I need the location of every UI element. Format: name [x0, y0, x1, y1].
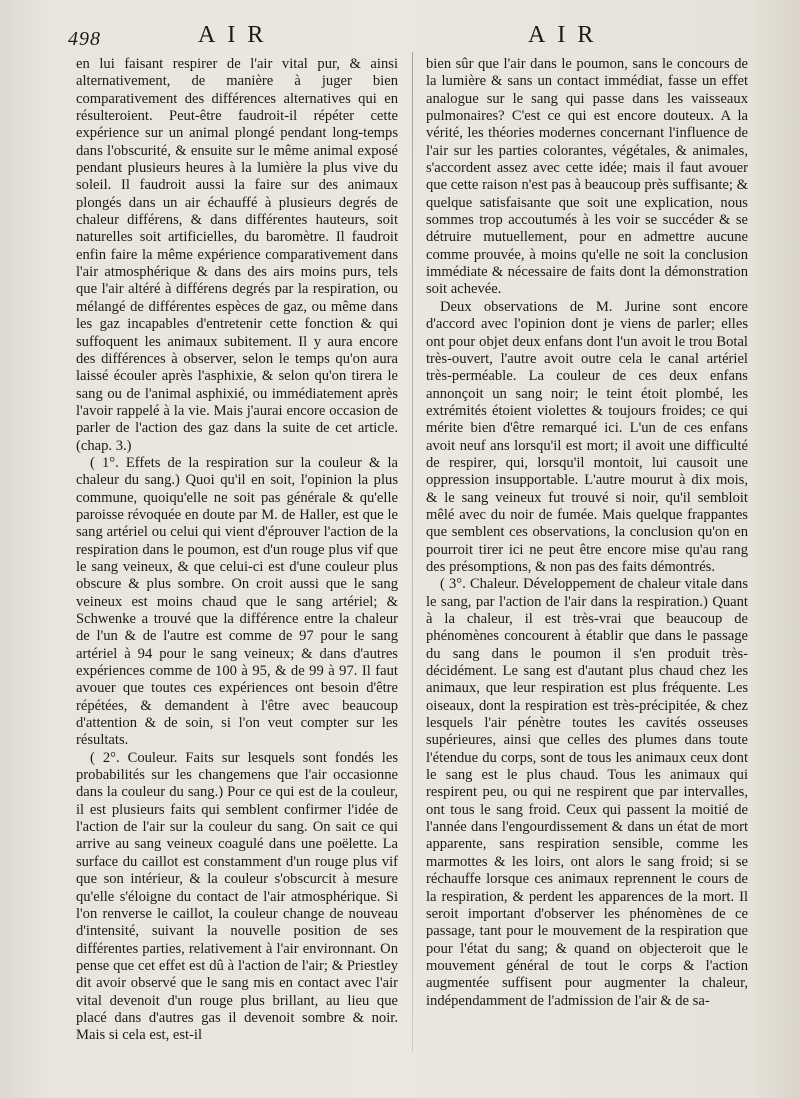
running-head-left: AIR — [198, 22, 276, 48]
paragraph: ( 2°. Couleur. Faits sur lesquels sont fondés les probabilités sur les changemens que l'air occasionne dans la couleur du sang.) Pour ce qui est de la couleur, il est plusieurs faits qui semblent confirmer l'idée de l'action de l'air sur la couleur du sang. On sait ce qui arrive au sang veineux coagulé dans une poëlette. La surface du caillot est constamment d'un rouge plus vif que son intérieur, & la couleur s'obscurcit à mesure qu'elle s'éloigne du contact de l'air atmosphérique. Si l'on renverse le caillot, la couleur change de nouveau d'intensité, suivant la nouvelle position de ses différentes parties, relativement à l'air environnant. On pense que cet effet est dû à l'action de l'air; & Priestley dit avoir observé que le sang mis en contact avec l'air vital devenoit d'un rouge plus brillant, au lieu que placé dans d'autres gas il devenoit sombre & noir. Mais si cela est, est-il — [76, 749, 398, 1044]
left-column — [76, 56, 398, 1045]
page-number: 498 — [68, 28, 101, 50]
right-column — [426, 56, 748, 1010]
page-header — [0, 22, 800, 52]
paragraph: ( 3°. Chaleur. Développement de chaleur vitale dans le sang, par l'action de l'air dans la respiration.) Quant à la chaleur, il est très-vrai que beaucoup de phénomènes concourent à établir que dans le passage du sang dans le poumon il s'en produit très-décidément. Le sang est d'autant plus chaud chez les animaux, que leur respiration est plus fréquente. Les oiseaux, dont la respiration est très-précipitée, & chez lesquels l'air pénètre toutes les cavités osseuses supérieures, ainsi que celles des plumes dans toute l'étendue du corps, sont de tous les animaux ceux dont le sang est le plus chaud. Tous les animaux qui respirent peu, ou qui ne respirent que par intervalles, ont tous le sang froid. Ceux qui passent la moitié de l'année dans l'engourdissement & dans un état de mort apparente, sans respiration sensible, comme les marmottes & les loirs, ont alors le sang froid; si se réchauffe lorsque ces animaux reprennent le cours de la respiration, & perdent les apparences de la mort. Il seroit important d'observer les phénomènes de ce passage, tant pour le mouvement de la respiration que pour l'état du sang; & quand on objecteroit que le mouvement général de tout le corps & l'action augmentée suffisent pour augmenter la chaleur, indépendamment de l'admission de l'air & de sa- — [426, 576, 748, 1009]
paragraph: ( 1°. Effets de la respiration sur la couleur & la chaleur du sang.) Quoi qu'il en soit, l'opinion la plus commune, quoiqu'elle ne soit pas générale & qu'elle paroisse révoquée en doute par M. de Haller, est que le sang artériel ou celui qui vient d'éprouver l'action de la respiration dans le poumon, est d'un rouge plus vif que le sang veineux, & que celui-ci est d'une couleur plus obscure & plus sombre. On croit aussi que le sang veineux est moins chaud que le sang artériel; & Schwenke a trouvé que la différence entre la chaleur de l'un & de l'autre est comme de 97 pour le sang artériel à 94 pour le sang veineux; & dans d'autres expériences comme de 100 à 95, & de 99 à 97. Il faut avouer que toutes ces expériences ont besoin d'être répétées, & demandent à l'être avec beaucoup d'attention & de soin, si l'on veut compter sur les résultats. — [76, 454, 398, 749]
running-head-right: AIR — [528, 22, 606, 48]
paragraph: Deux observations de M. Jurine sont encore d'accord avec l'opinion dont je viens de parler; elles ont pour objet deux enfans dont l'un avoit le trou Botal très-ouvert, l'autre avoit outre cela le canal artériel très-perméable. La couleur de ces deux enfans annonçoit un sang noir; le teint étoit plombé, les extrémités étoient violettes & toujours froides; ce qui mérite bien d'être remarqué ici. L'un de ces enfans avoit neuf ans lorsqu'il est mort; il avoit une difficulté de respirer, qui, lorsqu'il montoit, lui causoit une oppression insupportable. L'autre mourut à dix mois, & le sang veineux fut trouvé si noir, qu'il sembloit mêlé avec du noir de fumée. Mais quelque frappantes que semblent ces observations, la conclusion qu'on en pourroit tirer ici ne peut être encore mise qu'au rang des présomptions, & non pas des faits démontrés. — [426, 298, 748, 575]
paragraph: bien sûr que l'air dans le poumon, sans le concours de la lumière & sans un contact immédiat, fasse un effet analogue sur le sang qui passe dans les vaisseaux pulmonaires? C'est ce qui est encore douteux. A la vérité, les théories modernes concernant l'influence de l'air sur les parties colorantes, végétales, & animales, s'accordent assez avec cette idée; mais il faut avouer que cette raison n'est pas à beaucoup près suffisante; & quelque satisfaisante que soit une explication, nous sommes trop accoutumés à les voir se succéder & se détruire mutuellement, pour en admettre aucune comme prouvée, à moins qu'elle ne soit la conclusion immédiate & nécessaire de faits dont la démonstration soit achevée. — [426, 56, 748, 298]
paragraph: en lui faisant respirer de l'air vital pur, & ainsi alternativement, de manière à juger bien comparativement des différences alternatives qui en résulteroient. Peut-être faudroit-il répéter cette expérience sur un animal plongé pendant long-temps dans l'obscurité, & ensuite sur le même animal exposé pendant plusieurs heures à la lumière la plus vive du soleil. Il faudroit aussi la faire sur des animaux plongés dans un air échauffé à plusieurs degrés de chaleur différens, & dans différentes hauteurs, soit naturelles soit artificielles, du baromètre. Il faudroit enfin faire la même expérience comparativement dans l'air atmosphérique & dans des airs moins purs, tels que l'air altéré à différens degrés par la respiration, ou mélangé de différentes espèces de gaz, ou même dans les gaz incapables d'entretenir cette fonction & qui suffoquent les animaux subitement. Il y aura encore des différences à observer, selon le temps qu'on aura laissé écouler après l'asphixie, & selon qu'on tirera le sang ou de l'animal asphixié, ou immédiatement après l'avoir rappelé à la vie. Mais j'aurai encore occasion de parler de l'action des gaz dans la suite de cet article. (chap. 3.) — [76, 56, 398, 454]
column-divider — [412, 52, 413, 1052]
